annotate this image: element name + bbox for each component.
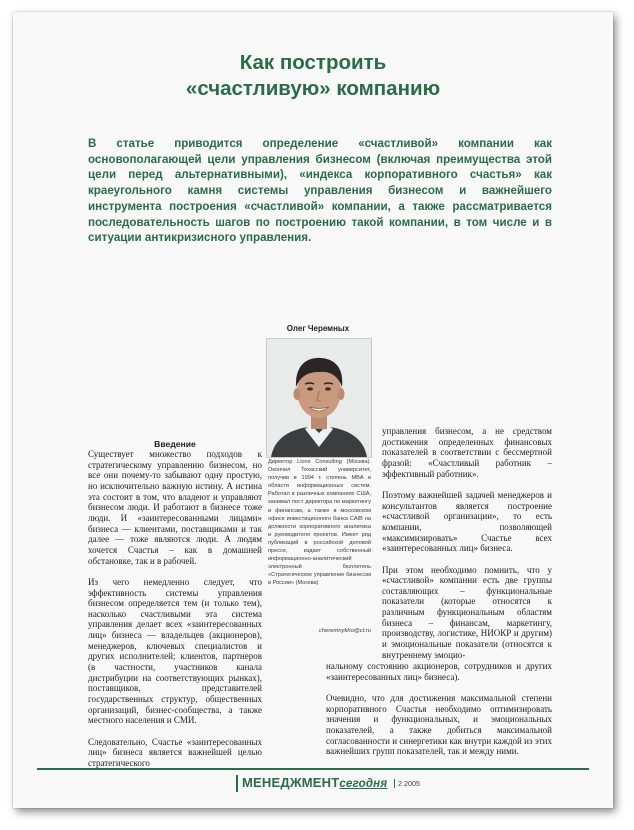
footer-rule <box>37 768 589 770</box>
body-paragraph: Поэтому важнейшей задачей менеджеров и консультантов является построение «счастливой организации», то есть компании, позволяющей «максимизировать» Счастье всех «заинтересованных лиц» бизнеса. <box>382 489 552 554</box>
author-name: Олег Черемных <box>286 324 350 333</box>
author-email: cheremnykho@ct.ru <box>319 628 371 634</box>
article-title-line-2: «счастливую» компанию <box>185 77 441 100</box>
magazine-logo-today: сегодня <box>339 778 388 790</box>
issue-number: 2 2005 <box>394 779 420 788</box>
section-heading: Введение <box>154 439 196 449</box>
body-paragraph: нальному состоянию акционеров, сотрудников и других «заинтересованных лиц» бизнеса). <box>326 661 552 682</box>
article-lead: В статье приводится определение «счастливой» компании как основополагающей цели управления бизнесом (включая преимущества этой цели перед альтернативными), «индекса корпоративного счастья» как краеугольного камня системы управления бизнесом и важнейшего инструмента построения «счастливой» компании, а также рассматривается последовательность шагов по построению такой компании, в том числе и в ситуации антикризисного управления. <box>88 137 552 245</box>
body-paragraph: управления бизнесом, а не средством достижения определенных финансовых показателей в соответствии с бессмертной фразой: «Счастливый работник – эффективный работник». <box>382 426 552 479</box>
body-paragraph: Очевидно, что для достижения максимальной степени корпоративного Счастья необходимо оптимизировать значения и функциональных, и эмоциональных показателей, а также добиться максимальной согласованности и синергетики как внутри каждой из этих важнейших групп показателей, так и между ними. <box>326 692 552 757</box>
body-column-left <box>88 449 262 779</box>
body-paragraph: Из чего немедленно следует, что эффективность системы управления бизнесом определяется тем (и только тем), насколько счастливыми эта система управления делает всех «заинтересованных лиц» бизнеса — владельцев (акционеров), менеджеров, ключевых специалистов и других исполнителей; клиентов, партнеров (в частности, участников канала дистрибуции на соответствующих рынках), поставщиков, представителей государственных структур, общественных организаций, бизнес-сообщества, а также местного населения и СМИ. <box>88 576 262 726</box>
body-column-right-wide <box>326 661 552 768</box>
magazine-logo-main: МЕНЕДЖМЕНТ <box>242 775 340 790</box>
magazine-page <box>13 12 613 808</box>
author-photo <box>266 338 372 458</box>
body-paragraph: Следовательно, Счастье «заинтересованных лиц» бизнеса является важнейшей целью стратегического <box>88 736 262 768</box>
body-paragraph: Существует множество подходов к стратегическому управлению бизнесом, но все они почему-то забывают одну простую, но исключительно важную истину. А истина эта состоит в том, что владеют и управляют бизнесом люди. И работают в бизнесе тоже люди. И «заинтересованными лицами» бизнеса — клиентами, поставщиками и так далее — тоже являются люди. А людям хочется Счастья – как в домашней обстановке, так и в рабочей. <box>88 449 262 566</box>
body-column-right <box>382 426 552 671</box>
author-bio: Директор Lions Consulting (Москва). Окончил Техасский университет, получив в 1994 г. степень MBA в области информационных систем. Работал в различных компаниях США, занимал пост директора по маркетингу и финансам, а также в московском офисе инвестиционного банка CAIB на должности корпоративного аналитика и руководителя проектов. Имеет ряд публикаций в российской деловой прессе, издает собственный информационно-аналитический электронный бюллетень «Стратегическое управление бизнесом в России» (Москва) <box>268 459 371 587</box>
body-paragraph: При этом необходимо помнить, что у «счастливой» компании есть две группы составляющих – функциональные показатели (которые относятся к различным функциональным областям бизнеса – финансам, маркетингу, производству, логистике, НИОКР и другим) и эмоциональные показатели (относятся к внутреннему эмоцио- <box>382 564 552 660</box>
article-title <box>13 50 613 102</box>
magazine-logo <box>236 775 387 792</box>
author-portrait-image <box>267 339 371 457</box>
article-title-line-1: Как построить <box>239 51 387 74</box>
